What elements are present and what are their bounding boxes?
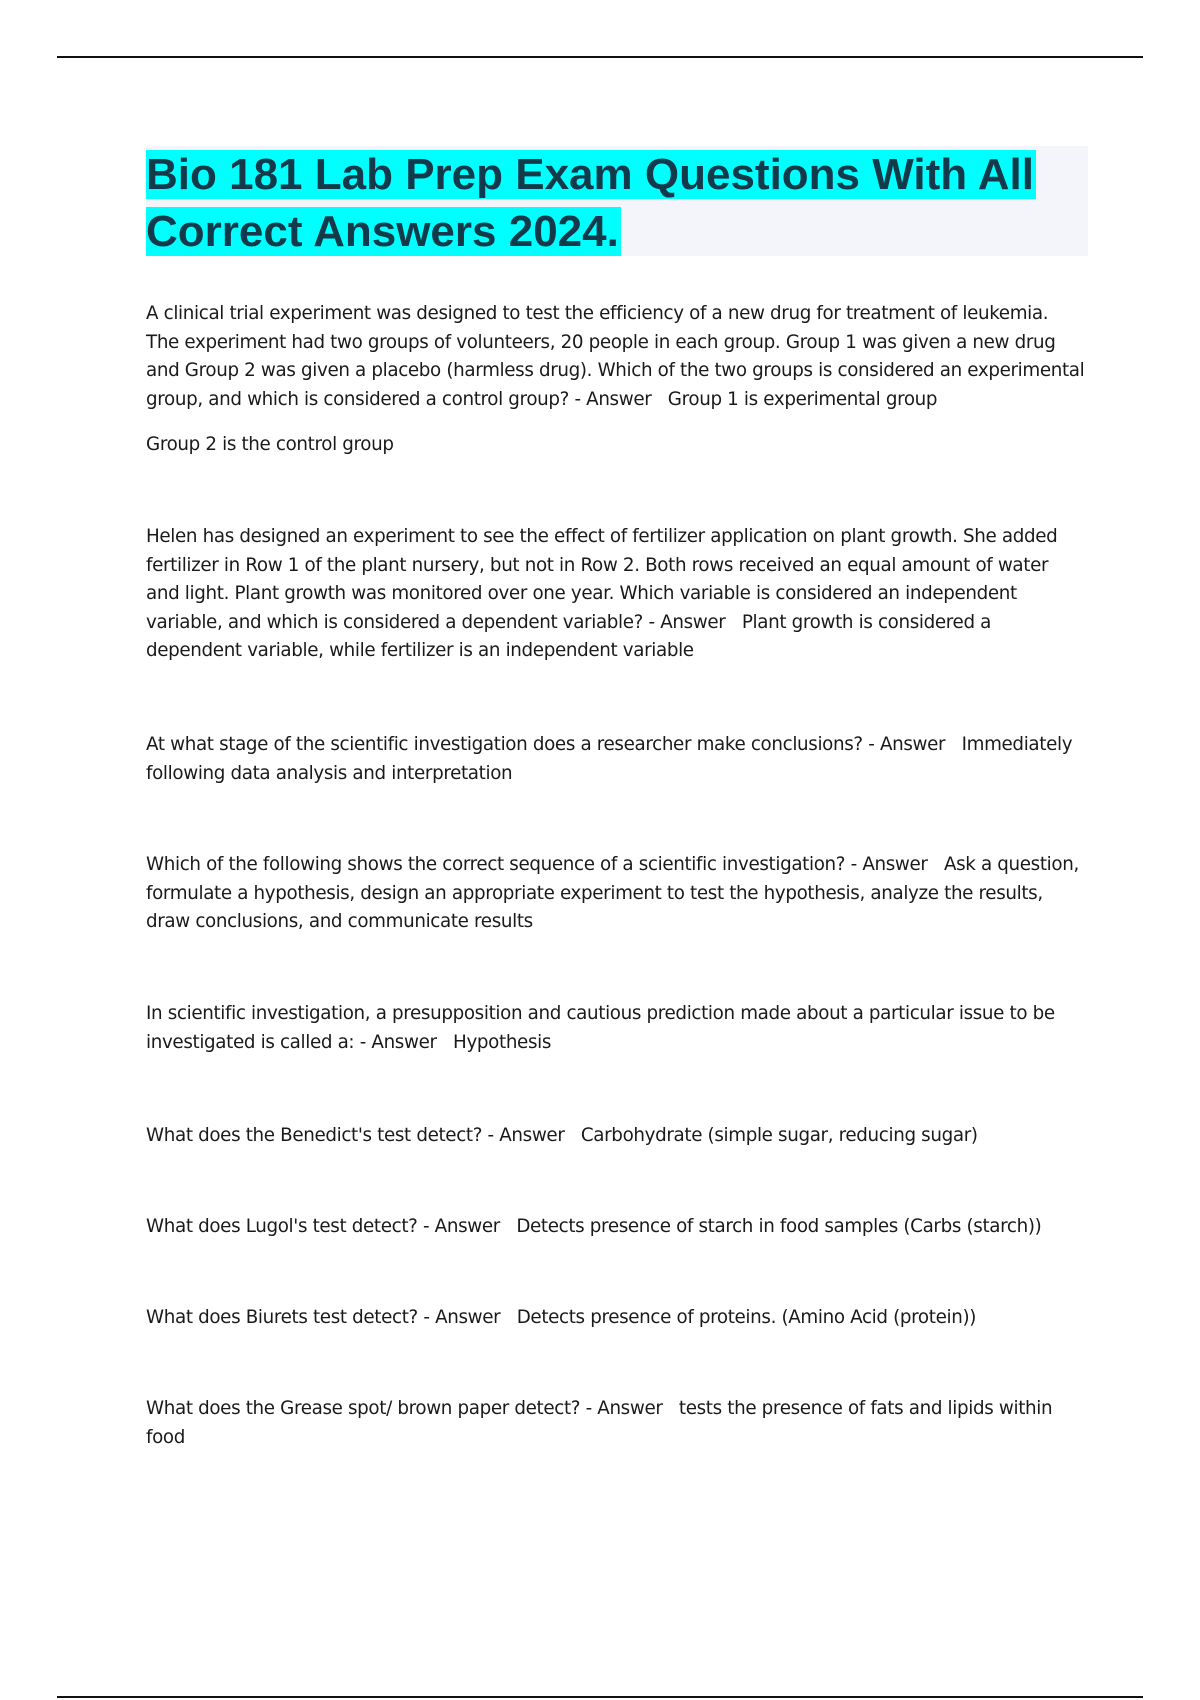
answer-separator: - Answer xyxy=(569,388,668,410)
qa-text xyxy=(146,1122,1086,1151)
answer-separator: - Answer xyxy=(845,854,944,875)
answer-separator: - Answer xyxy=(417,1216,517,1237)
qa-item-2 xyxy=(146,523,1086,666)
qa-item-6 xyxy=(146,1122,1086,1151)
qa-item-7 xyxy=(146,1213,1086,1242)
answer-extra-text: Group 2 is the control group xyxy=(146,434,394,456)
qa-text xyxy=(146,851,1086,937)
qa-text xyxy=(146,300,1086,414)
answer-text: Immediately following data analysis and interpretation xyxy=(146,734,1073,784)
question-text: What does Biurets test detect? xyxy=(146,1307,418,1328)
title-block xyxy=(146,146,1088,256)
answer-text: Ask a question, formulate a hypothesis, design an appropriate experiment to test the hypothesis, analyze the results, draw conclusions, and communicate results xyxy=(146,854,1079,933)
qa-item-3 xyxy=(146,731,1086,788)
answer-text: Hypothesis xyxy=(453,1031,552,1053)
qa-item-8 xyxy=(146,1304,1086,1333)
question-text: At what stage of the scientific investigation does a researcher make conclusions? xyxy=(146,734,863,755)
qa-item-4 xyxy=(146,851,1086,937)
answer-text: Detects presence of starch in food samples (Carbs (starch)) xyxy=(516,1216,1042,1237)
question-text: What does the Benedict's test detect? xyxy=(146,1125,483,1146)
answer-separator: - Answer xyxy=(862,734,962,755)
answer-separator: - Answer xyxy=(643,611,742,633)
answer-separator: - Answer xyxy=(482,1125,581,1146)
question-text: A clinical trial experiment was designed to test the efficiency of a new drug for treatment of leukemia. The experiment had two groups of volunteers, 20 people in each group. Group 1 was given a new drug and Group 2 was given a placebo (harmless drug). Which of the two groups is considered an experimental group, and which is considered a control group? xyxy=(146,303,1085,410)
qa-item-9 xyxy=(146,1395,1086,1452)
title-highlight: Bio 181 Lab Prep Exam Questions With All Correct Answers 2024. xyxy=(146,150,1034,256)
top-rule xyxy=(57,56,1143,58)
qa-text xyxy=(146,1000,1086,1057)
qa-text xyxy=(146,1213,1086,1242)
question-text: What does Lugol's test detect? xyxy=(146,1216,418,1237)
answer-separator: - Answer xyxy=(580,1398,679,1419)
question-text: In scientific investigation, a presupposition and cautious prediction made about a particular issue to be investigated is called a: xyxy=(146,1003,1055,1053)
qa-item-1 xyxy=(146,300,1086,460)
qa-text xyxy=(146,523,1086,666)
answer-text: Group 1 is experimental group xyxy=(667,388,938,410)
answer-separator: - Answer xyxy=(354,1031,454,1053)
answer-separator: - Answer xyxy=(417,1307,517,1328)
qa-item-5 xyxy=(146,1000,1086,1057)
page-title xyxy=(146,146,1088,260)
answer-text: Carbohydrate (simple sugar, reducing sugar) xyxy=(580,1125,978,1146)
question-text: What does the Grease spot/ brown paper detect? xyxy=(146,1398,581,1419)
question-text: Which of the following shows the correct sequence of a scientific investigation? xyxy=(146,854,846,875)
answer-text: Plant growth is considered a dependent variable, while fertilizer is an independent variable xyxy=(146,611,992,662)
bottom-rule xyxy=(57,1696,1143,1698)
qa-text xyxy=(146,1304,1086,1333)
qa-text xyxy=(146,731,1086,788)
answer-text: Detects presence of proteins. (Amino Acid (protein)) xyxy=(516,1307,977,1328)
answer-text: tests the presence of fats and lipids within food xyxy=(146,1398,1053,1448)
question-text: Helen has designed an experiment to see the effect of fertilizer application on plant growth. She added fertilizer in Row 1 of the plant nursery, but not in Row 2. Both rows received an equal amount of water and light. Plant growth was monitored over one year. Which variable is considered an independent variable, and which is considered a dependent variable? xyxy=(146,526,1058,633)
qa-text xyxy=(146,1395,1086,1452)
